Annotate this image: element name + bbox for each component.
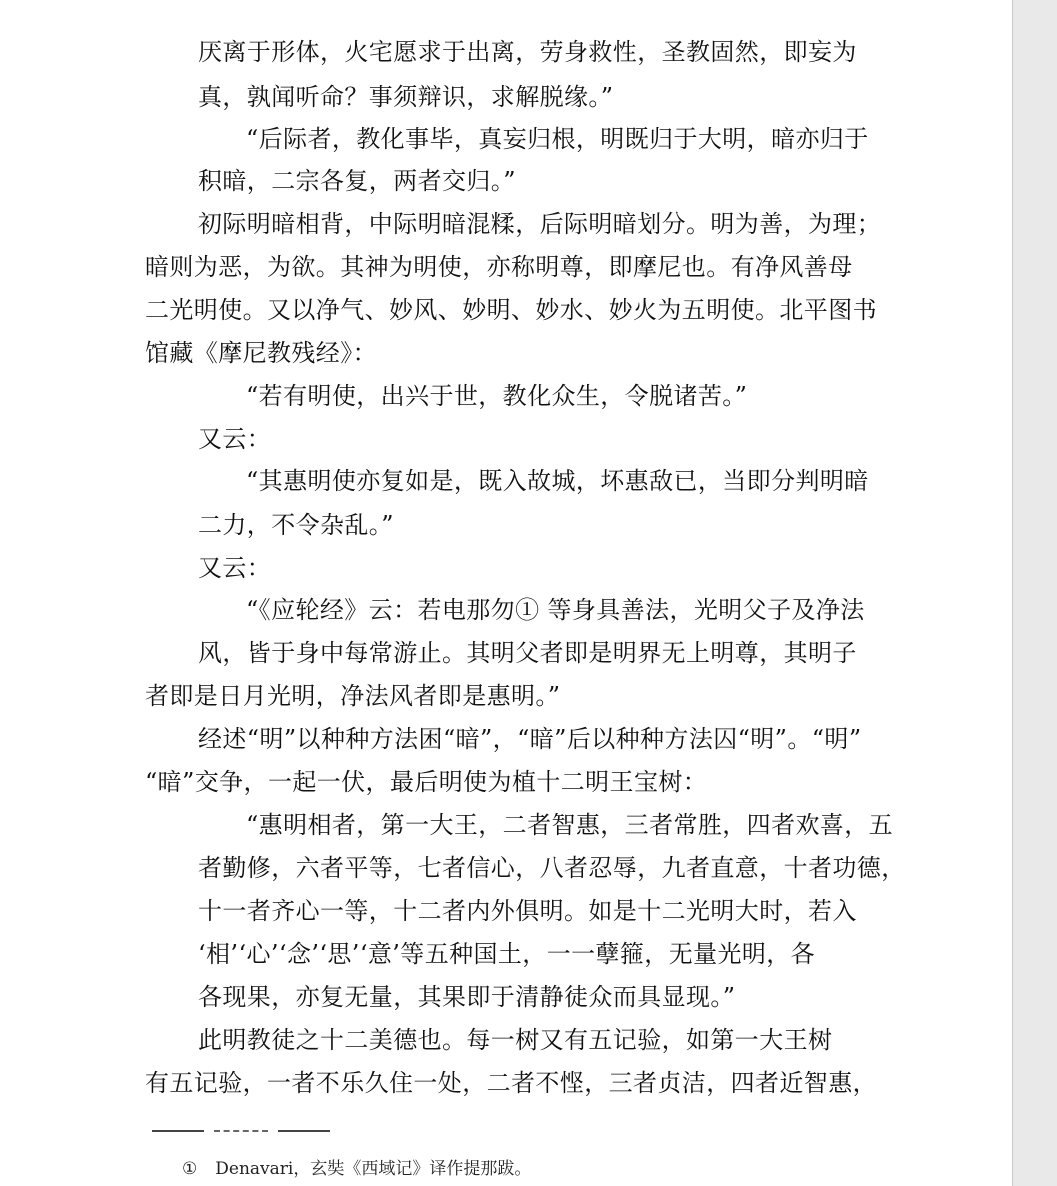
footnote [182, 1158, 531, 1180]
text-line: 风，皆于身中每常游止。其明父者即是明界无上明尊，其明子 [198, 639, 857, 667]
text-line: 积暗，二宗各复，两者交归。” [198, 167, 516, 195]
text-line: 厌离于形体，火宅愿求于出离，劳身救性，圣教固然，即妄为 [198, 38, 857, 66]
footnote-separator [152, 1130, 204, 1132]
text-line: 各现果，亦复无量，其果即于清静徒众而具显现。” [198, 983, 736, 1011]
text-line: 初际明暗相背，中际明暗混糅，后际明暗划分。明为善，为理； [198, 210, 882, 238]
text-line: “其惠明使亦复如是，既入故城，坏惠敌已，当即分判明暗 [246, 467, 869, 495]
text-line: 者即是日月光明，净法风者即是惠明。” [145, 682, 561, 710]
text-line: 者勤修，六者平等，七者信心，八者忍辱，九者直意，十者功德， [198, 854, 906, 882]
text-line: 二光明使。又以净气、妙风、妙明、妙水、妙火为五明使。北平图书 [145, 296, 877, 324]
footnote-marker: ① [182, 1159, 198, 1179]
text-line: 馆藏《摩尼教残经》： [145, 339, 377, 367]
text-line: 十一者齐心一等，十二者内外俱明。如是十二光明大时，若入 [198, 897, 857, 925]
text-line: 二力，不令杂乱。” [198, 511, 394, 539]
text-line: 又云： [198, 425, 272, 453]
text-line: 有五记验，一者不乐久住一处，二者不悭，三者贞洁，四者近智惠， [145, 1069, 877, 1097]
text-line: 经述“明”以种种方法困“暗”，“暗”后以种种方法囚“明”。“明” [198, 725, 862, 753]
text-line: “《应轮经》云：若电那勿① 等身具善法，光明父子及净法 [246, 596, 865, 624]
text-line: 暗则为恶，为欲。其神为明使，亦称明尊，即摩尼也。有净风善母 [145, 253, 853, 281]
text-line: 又云： [198, 554, 272, 582]
vertical-scrollbar[interactable] [1013, 0, 1057, 1186]
text-line: 真，孰闻听命？事须辩识，求解脱缘。” [198, 83, 614, 111]
footnote-separator [214, 1130, 268, 1132]
footnote-separator [278, 1130, 330, 1132]
text-line: “惠明相者，第一大王，二者智惠，三者常胜，四者欢喜，五 [246, 811, 894, 839]
text-line: “暗”交争，一起一伏，最后明使为植十二明王宝树： [145, 768, 708, 796]
text-line: “若有明使，出兴于世，教化众生，令脱诸苦。” [246, 382, 748, 410]
text-line: “后际者，教化事毕，真妄归根，明既归于大明，暗亦归于 [246, 125, 869, 153]
text-line: 此明教徒之十二美德也。每一树又有五记验，如第一大王树 [198, 1026, 833, 1054]
footnote-text: Denavari，玄奘《西域记》译作提那跋。 [215, 1159, 532, 1179]
text-line: ‘相’‘心’‘念’‘思’‘意’等五种国土，一一孽箍，无量光明，各 [198, 940, 816, 968]
